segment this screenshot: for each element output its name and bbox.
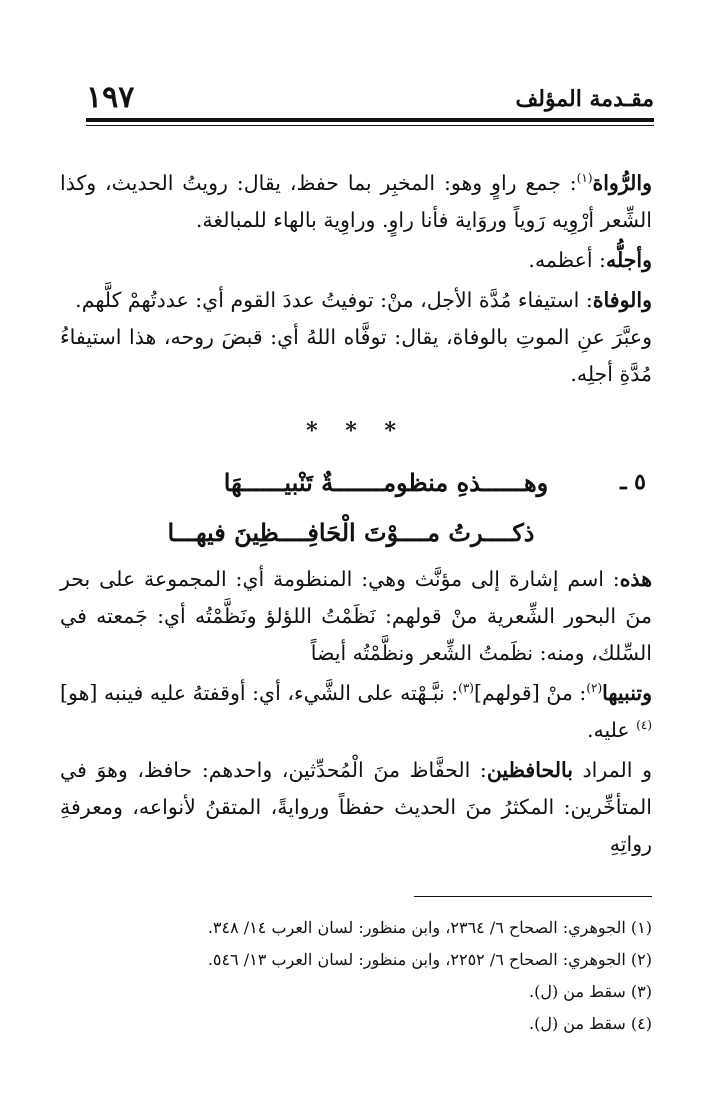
header-rule-thick — [86, 118, 654, 122]
paragraph-tanbih — [60, 675, 652, 749]
term-wafat: والوفاة — [592, 288, 652, 312]
verse-row-2 — [60, 514, 652, 558]
footnote-ref-4: (٤) — [636, 718, 652, 733]
footnotes — [60, 912, 652, 1040]
paragraph-text: : اسم إشارة إلى مؤنَّث وهي: المنظومة أي: المجموعة على بحر منَ البحور الشِّعرية منْ قولهم: نَظَمْتُ اللؤلؤ ونَظَّمْتُه أي: جَمعته في السِّلك، ومنه: نظَمتُ الشِّعر ونظَّمْتُه أيضاً — [60, 567, 652, 665]
verse-row-1 — [60, 464, 652, 508]
term-hadhihi: هذه — [619, 567, 652, 591]
verse-number: ٥ ـ — [620, 469, 646, 495]
paragraph-text: : جمع راوٍ وهو: المخبِر بما حفظ، يقال: رويتُ الحديث، وكذا الشِّعر أرْوِيه رَوياً وروَاية فأنا راوٍ. وراوِية بالهاء للمبالغة. — [60, 171, 652, 232]
term-hafizin: بالحافظين — [486, 758, 573, 782]
page-header — [86, 78, 654, 118]
paragraph-text: : نبَّـهْته على الشَّيء، أي: أوقفتهُ عليه فينبه [هو] — [60, 681, 459, 705]
page-number: ١٩٧ — [86, 80, 135, 115]
header-rule-thin — [86, 125, 654, 126]
footnote-2: (٢) الجوهري: الصحاح ٦/ ٢٢٥٢، وابن منظور: لسان العرب ١٣/ ٥٤٦. — [207, 950, 652, 969]
footnote-rule — [414, 896, 652, 897]
paragraph-hadhihi — [60, 561, 652, 672]
paragraph-text: عليه. — [586, 718, 637, 742]
term-tanbih: وتنبيها — [602, 681, 652, 705]
term-ajalluh: وأجلُّه — [605, 248, 652, 272]
running-title: مقـدمة المؤلف — [515, 86, 654, 112]
footnote-ref-3: (٣) — [458, 681, 474, 696]
paragraph-text: : استيفاء مُدَّة الأجل، منْ: توفيتُ عددَ القوم أي: عددتُهمْ كلَّهم. — [75, 288, 593, 312]
paragraph-text: : أعظمه. — [528, 248, 606, 272]
paragraph-text: : الحفَّاظ منَ الْمُحدِّثين، واحدهم: حافظ، وهوَ في المتأخِّرين: المكثرُ منَ الحديث حفظاً وروايةً، المتقنُ لأنواعه، ومعرفةِ رواتِهِ — [60, 758, 652, 856]
paragraph-text: و المراد — [572, 758, 652, 782]
footnote-4: (٤) سقط من (ل). — [529, 1014, 652, 1033]
verse-line-2: ذكــــرتُ مــــوْتَ الْحَافِــــظِينَ فيهـــا — [167, 518, 535, 547]
footnote-1: (١) الجوهري: الصحاح ٦/ ٢٣٦٤، وابن منظور: لسان العرب ١٤/ ٣٤٨. — [207, 918, 652, 937]
verse-line-1: وهــــــذهِ منظومـــــــةٌ تَنْبيــــــهَا — [223, 468, 549, 497]
paragraph-ajalluh — [60, 242, 652, 279]
paragraph-text: : منْ [قولهم] — [473, 681, 587, 705]
footnote-3: (٣) سقط من (ل). — [529, 982, 652, 1001]
footnote-ref-1: (١) — [576, 171, 593, 186]
term-ruwat: والرُّواة — [592, 171, 652, 195]
section-separator-stars: * * * — [306, 418, 406, 444]
paragraph-wafat — [60, 282, 652, 319]
main-text — [60, 165, 652, 863]
paragraph-death: وعبَّرَ عنِ الموتِ بالوفاة، يقال: توفَّاه اللهُ أي: قبضَ روحه، هذا استيفاءُ مُدَّةِ أجلِه. — [60, 325, 652, 386]
paragraph-ruwat — [60, 165, 652, 239]
footnote-ref-2: (٢) — [586, 681, 603, 696]
paragraph-hafizin — [60, 752, 652, 863]
